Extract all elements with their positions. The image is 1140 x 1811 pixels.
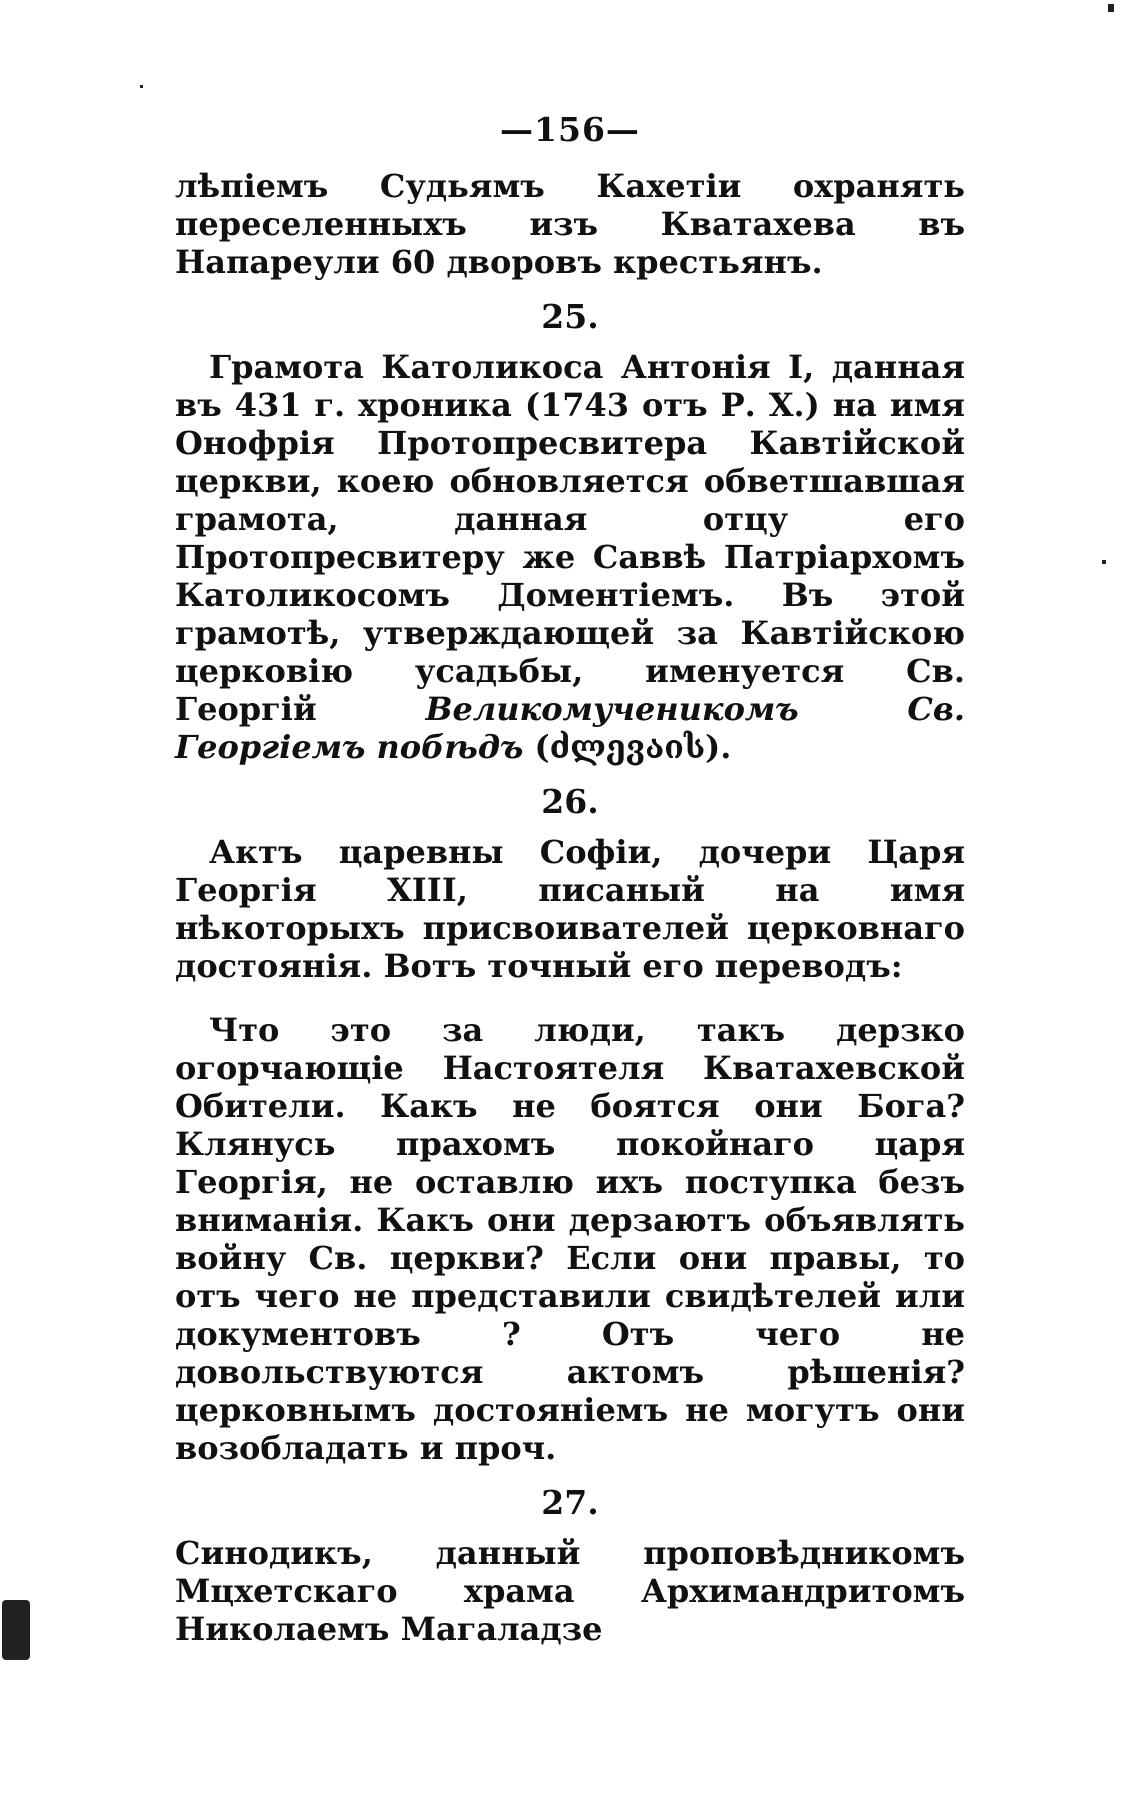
document-25-paragraph	[175, 348, 965, 766]
scan-speck	[140, 85, 143, 88]
document-25-italic: Великомученикомъ Св. Георгіемъ побѣдъ	[175, 690, 965, 766]
continuation-paragraph: лѣпіемъ Судьямъ Кахетіи охранять переселенныхъ изъ Кватахева въ Напареули 60 дворовъ крестьянъ.	[175, 167, 965, 281]
document-number-26: 26.	[541, 782, 599, 821]
book-page	[175, 110, 965, 1648]
scan-speck	[2, 1600, 30, 1660]
page-number: —156—	[500, 110, 640, 149]
document-25-body: Грамота Католикоса Антонія I, данная въ 431 г. хроника (1743 отъ Р. Х.) на имя Онофрія Протопресвитера Кавтійской церкви, коею обновляется обветшавшая грамота, данная отцу его Протопресвитеру же Саввѣ Патріархомъ Католикосомъ Доментіемъ. Въ этой грамотѣ, утверждающей за Кавтійскою церковію усадьбы, именуется Св. Георгій	[175, 348, 965, 728]
document-26-quote: Что это за люди, такъ дерзко огорчающіе Настоятеля Кватахевской Обители. Какъ не боятся они Бога? Клянусь прахомъ покойнаго царя Георгія, не оставлю ихъ поступка безъ вниманія. Какъ они дерзаютъ объявлять войну Св. церкви? Если они правы, то отъ чего не представили свидѣтелей или документовъ ? Отъ чего не довольствуются актомъ рѣшенія? церковнымъ достояніемъ не могутъ они возобладать и проч.	[175, 1011, 965, 1467]
document-number-27: 27.	[541, 1483, 599, 1522]
scan-speck	[1102, 560, 1106, 564]
document-26-intro: Актъ царевны Софіи, дочери Царя Георгія XIII, писаный на имя нѣкоторыхъ присвоивателей церковнаго достоянія. Вотъ точный его переводъ:	[175, 833, 965, 985]
scan-speck	[1108, 4, 1114, 12]
document-number-25: 25.	[541, 297, 599, 336]
document-25-georgian: (ძლევაის).	[534, 728, 732, 766]
paragraph-gap	[175, 985, 965, 1011]
document-27-paragraph: Синодикъ, данный проповѣдникомъ Мцхетскаго храма Архимандритомъ Николаемъ Магаладзе	[175, 1534, 965, 1648]
